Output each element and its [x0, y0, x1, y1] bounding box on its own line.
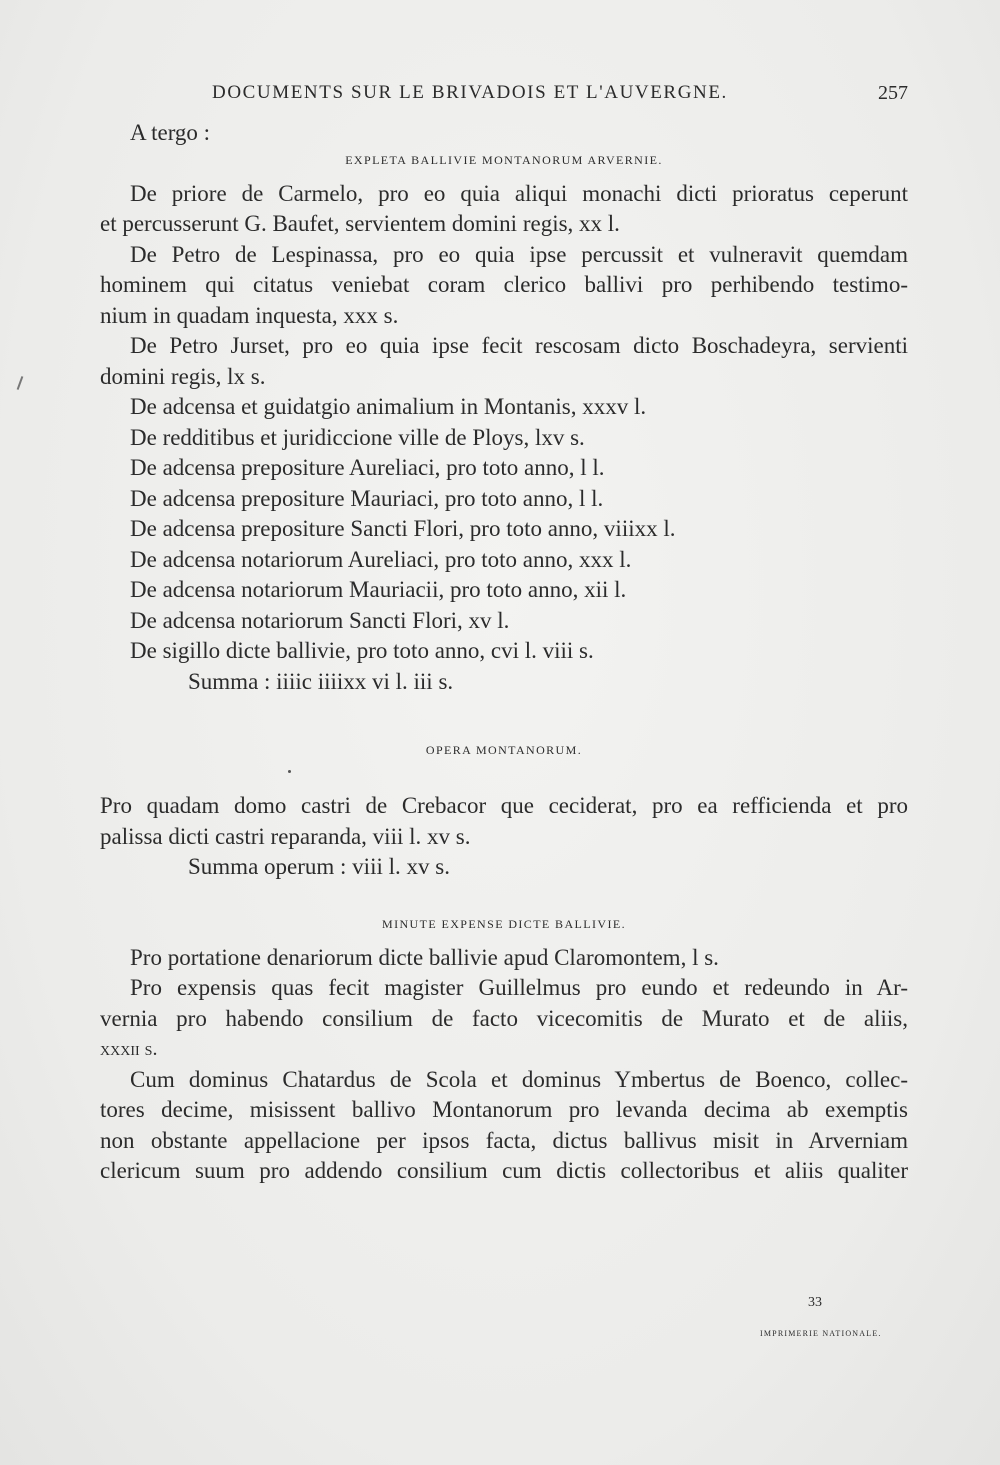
paragraph-line: hominem qui citatus veniebat coram clerico ballivi pro perhibendo testimo-: [100, 272, 908, 297]
paragraph-line: clericum suum pro addendo consilium cum dictis collectoribus et aliis qualiter: [100, 1158, 908, 1183]
margin-mark: [17, 376, 24, 390]
paragraph-line: De priore de Carmelo, pro eo quia aliqui monachi dicti prioratus ceperunt: [130, 180, 908, 206]
paragraph-line: De sigillo dicte ballivie, pro toto anno, cvi l. viii s.: [130, 638, 594, 663]
paragraph-line: vernia pro habendo consilium de facto vicecomitis de Murato et de aliis,: [100, 1005, 908, 1031]
paragraph-line: nium in quadam inquesta, xxx s.: [100, 302, 399, 328]
paragraph-line: xxxii s.: [100, 1038, 158, 1060]
page-number: 257: [878, 82, 908, 104]
paragraph-line: et percusserunt G. Baufet, servientem domini regis, xx l.: [100, 211, 620, 236]
paragraph-line: De adcensa prepositure Sancti Flori, pro toto anno, viiixx l.: [130, 516, 676, 541]
paragraph-line: De adcensa et guidatgio animalium in Montanis, xxxv l.: [130, 394, 647, 419]
paragraph-line: Pro quadam domo castri de Crebacor que ceciderat, pro ea refficienda et pro: [100, 793, 908, 818]
paragraph-line: Pro portatione denariorum dicte ballivie apud Claromontem, l s.: [130, 944, 719, 970]
imprint-line: IMPRIMERIE NATIONALE.: [760, 1329, 882, 1338]
section-title-minute: MINUTE EXPENSE DICTE BALLIVIE.: [382, 916, 626, 931]
paragraph-line: De redditibus et juridiccione ville de Ploys, lxv s.: [130, 424, 585, 450]
summa-line: Summa : iiiic iiiixx vi l. iii s.: [188, 668, 454, 694]
paragraph-line: De adcensa notariorum Mauriacii, pro toto anno, xii l.: [130, 577, 627, 602]
paragraph-line: De Petro de Lespinassa, pro eo quia ipse percussit et vulneravit quemdam: [130, 241, 908, 267]
paragraph-line: De adcensa prepositure Aureliaci, pro toto anno, l l.: [130, 455, 605, 480]
running-head: DOCUMENTS SUR LE BRIVADOIS ET L'AUVERGNE.: [212, 82, 728, 103]
paragraph-line: De adcensa notariorum Aureliaci, pro toto anno, xxx l.: [130, 546, 632, 572]
paragraph-line: non obstante appellacione per ipsos facta, dictus ballivus misit in Arverniam: [100, 1127, 908, 1153]
summa-line: Summa operum : viii l. xv s.: [188, 854, 450, 879]
section-title-opera: OPERA MONTANORUM.: [425, 743, 583, 757]
paragraph-line: Cum dominus Chatardus de Scola et dominus Ymbertus de Boenco, collec-: [130, 1066, 908, 1092]
paragraph-line: De adcensa prepositure Mauriaci, pro toto anno, l l.: [130, 485, 604, 511]
paragraph-line: domini regis, lx s.: [100, 363, 266, 389]
intro-line: A tergo :: [130, 120, 211, 145]
paragraph-line: palissa dicti castri reparanda, viii l. xv s.: [100, 823, 471, 849]
section-title-expleta: EXPLETA BALLIVIE MONTANORUM ARVERNIE.: [345, 152, 663, 167]
paragraph-line: De Petro Jurset, pro eo quia ipse fecit rescosam dicto Boschadeyra, servienti: [130, 333, 908, 358]
paragraph-line: Pro expensis quas fecit magister Guillelmus pro eundo et redeundo in Ar-: [130, 975, 908, 1000]
paragraph-line: tores decime, misissent ballivo Montanorum pro levanda decima ab exemptis: [100, 1097, 908, 1122]
paragraph-line: De adcensa notariorum Sancti Flori, xv l.: [130, 607, 510, 633]
page-header: [100, 82, 908, 114]
document-body: [100, 118, 908, 1187]
signature-mark: 33: [808, 1295, 822, 1310]
